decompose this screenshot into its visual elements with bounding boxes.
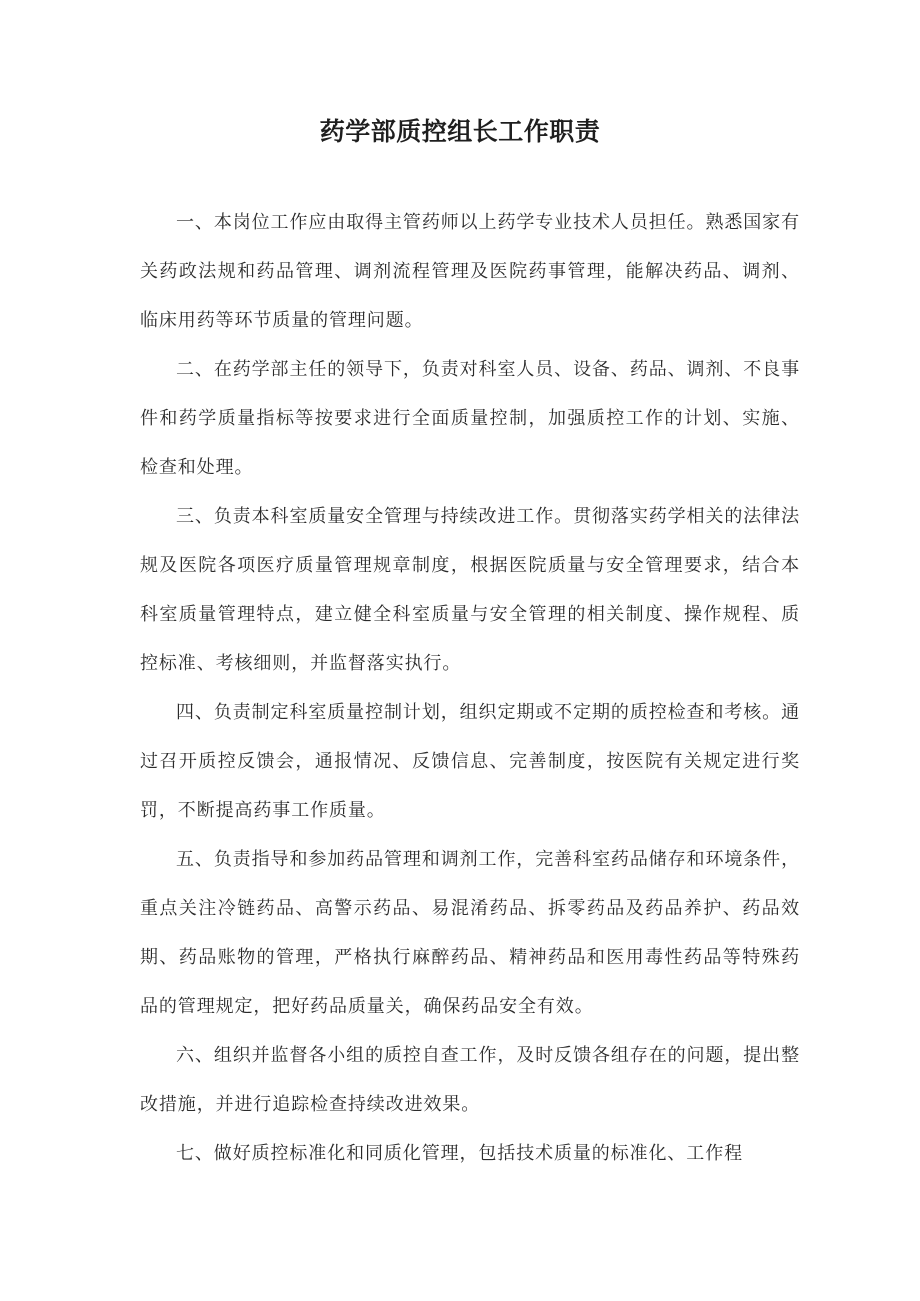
paragraph-5: 五、负责指导和参加药品管理和调剂工作，完善科室药品储存和环境条件，重点关注冷链药品、高警示药品、易混淆药品、拆零药品及药品养护、药品效期、药品账物的管理，严格执行麻醉药品、精神药品和医用毒性药品等特殊药品的管理规定，把好药品质量关，确保药品安全有效。 bbox=[140, 849, 800, 1017]
document-title: 药学部质控组长工作职责 bbox=[319, 117, 601, 146]
paragraph-6: 六、组织并监督各小组的质控自查工作，及时反馈各组存在的问题，提出整改措施，并进行追踪检查持续改进效果。 bbox=[140, 1045, 800, 1115]
paragraph-7: 七、做好质控标准化和同质化管理，包括技术质量的标准化、工作程 bbox=[176, 1143, 743, 1164]
paragraph-1: 一、本岗位工作应由取得主管药师以上药学专业技术人员担任。熟悉国家有关药政法规和药品管理、调剂流程管理及医院药事管理，能解决药品、调剂、临床用药等环节质量的管理问题。 bbox=[140, 212, 800, 331]
document-body bbox=[140, 198, 800, 1178]
paragraph-4: 四、负责制定科室质量控制计划，组织定期或不定期的质控检查和考核。通过召开质控反馈会，通报情况、反馈信息、完善制度，按医院有关规定进行奖罚，不断提高药事工作质量。 bbox=[140, 702, 800, 821]
paragraph-3: 三、负责本科室质量安全管理与持续改进工作。贯彻落实药学相关的法律法规及医院各项医疗质量管理规章制度，根据医院质量与安全管理要求，结合本科室质量管理特点，建立健全科室质量与安全管理的相关制度、操作规程、质控标准、考核细则，并监督落实执行。 bbox=[140, 506, 800, 674]
paragraph-2: 二、在药学部主任的领导下，负责对科室人员、设备、药品、调剂、不良事件和药学质量指标等按要求进行全面质量控制，加强质控工作的计划、实施、检查和处理。 bbox=[140, 359, 800, 478]
